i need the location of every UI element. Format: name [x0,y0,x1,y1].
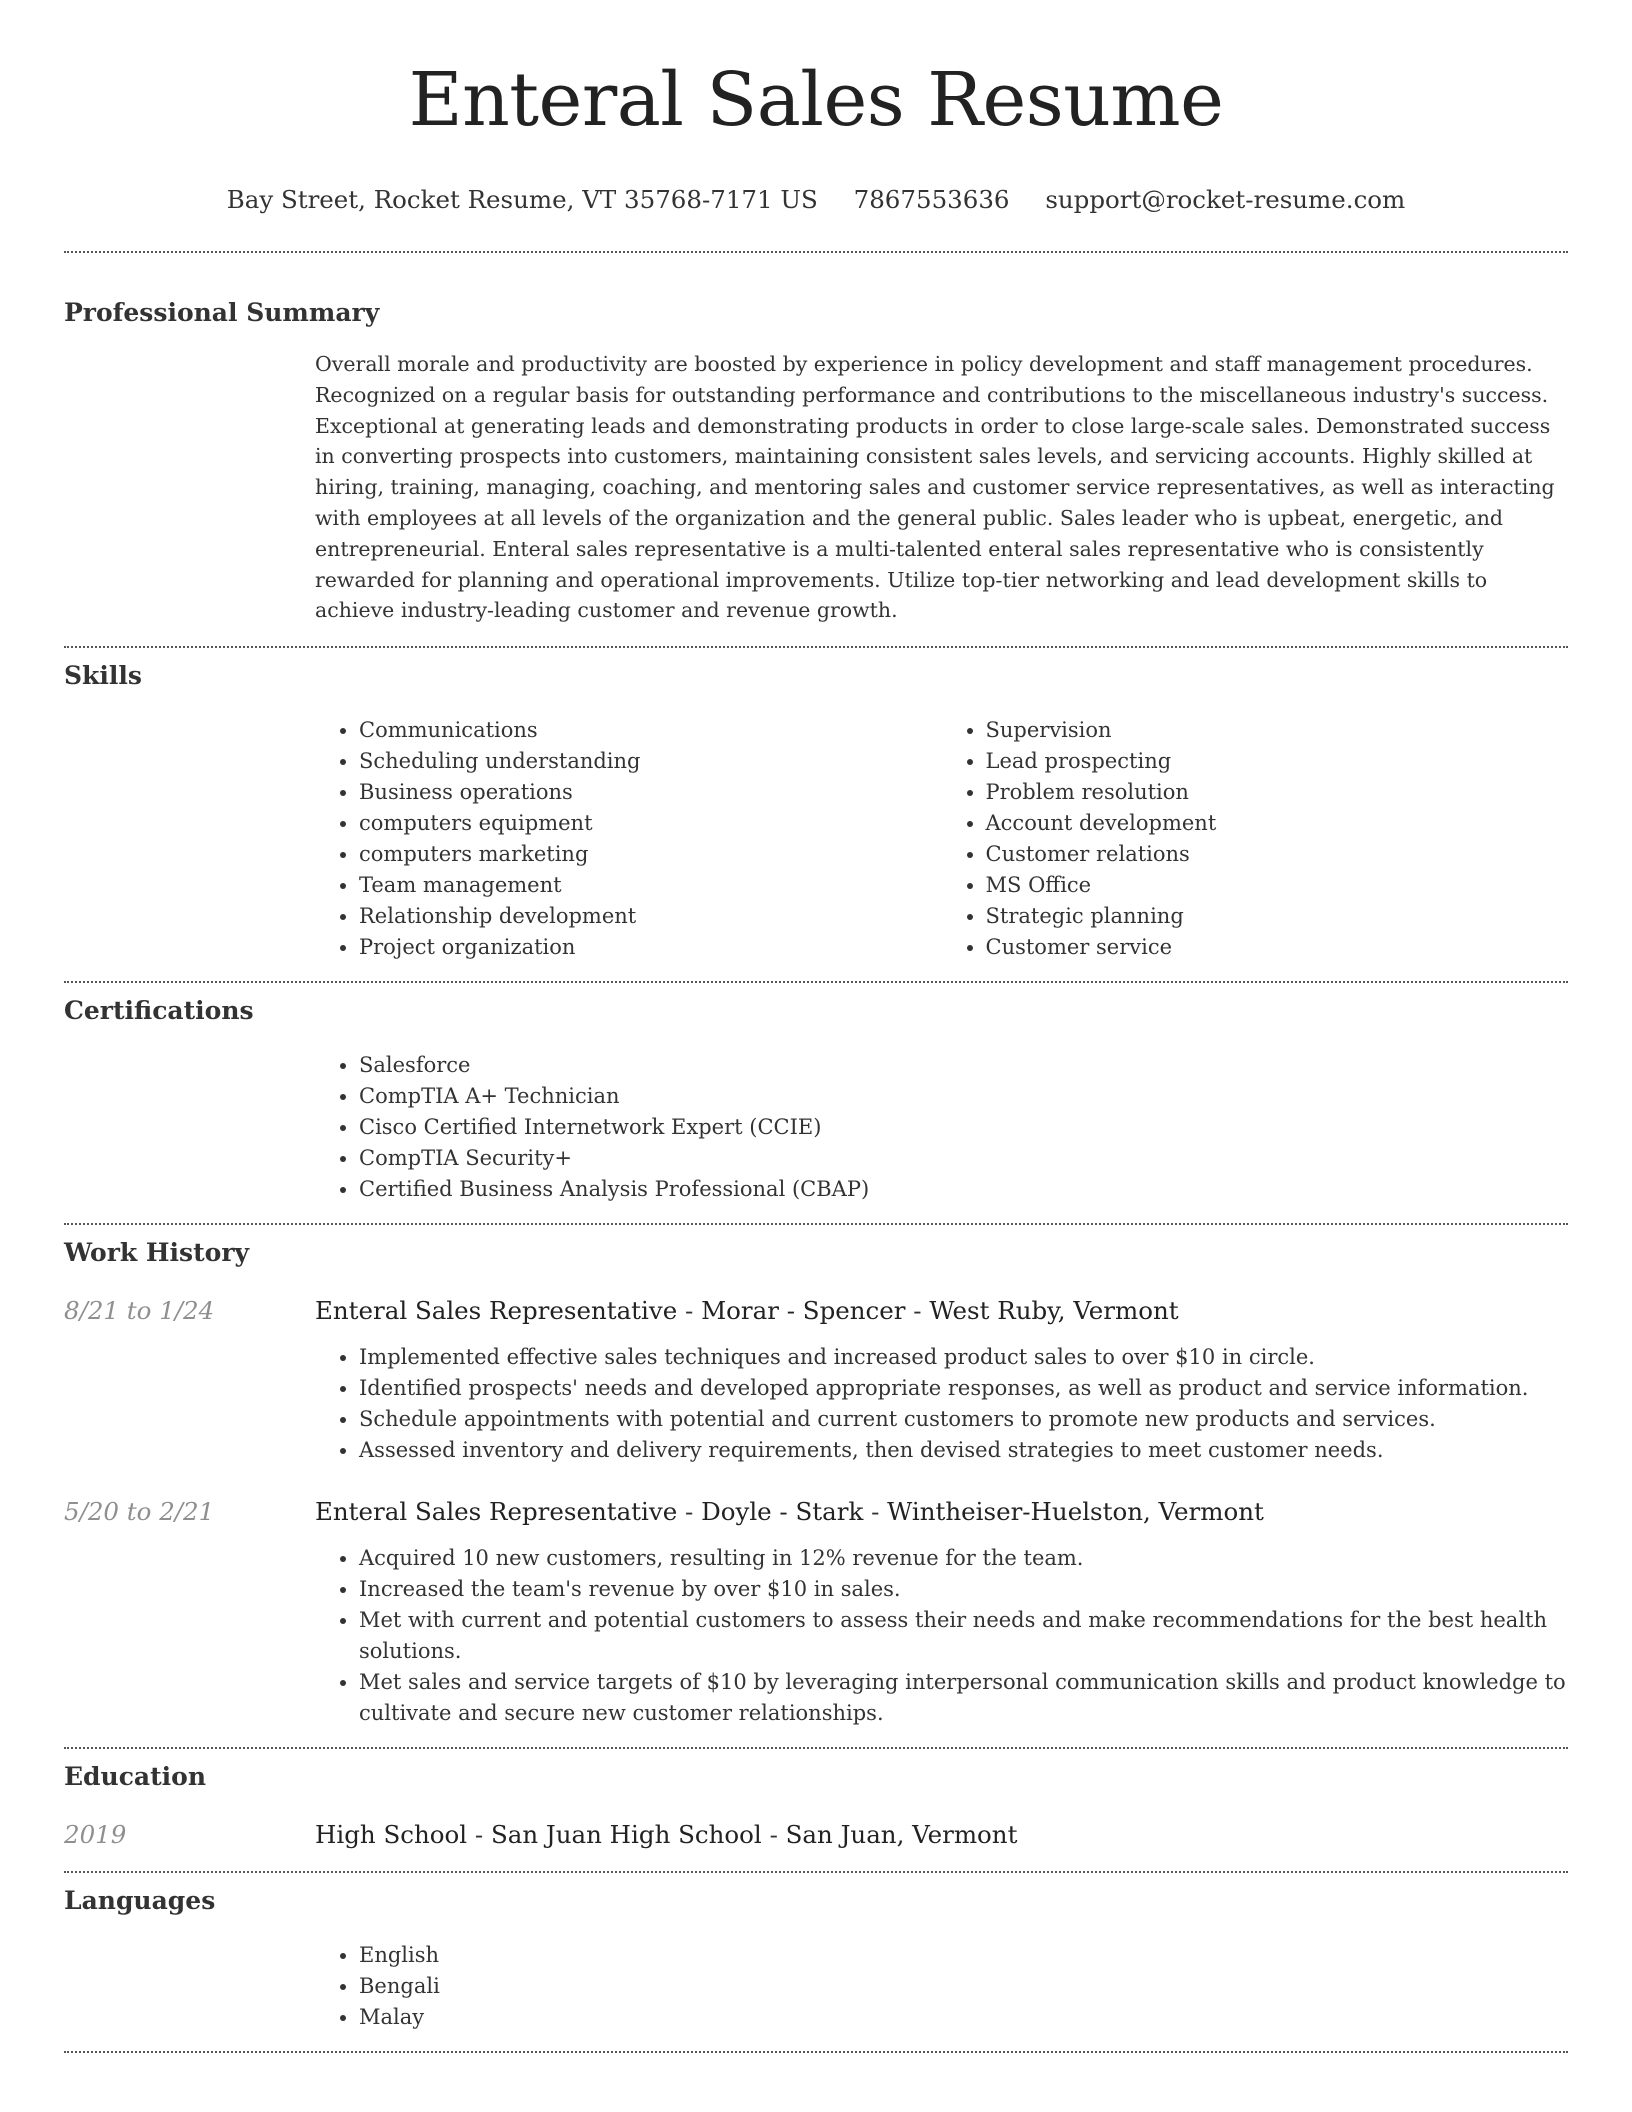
language-item: • Bengali [359,1971,1568,2002]
job-bullet: • Assessed inventory and delivery requirements, then devised strategies to meet customer needs. [359,1435,1568,1466]
certification-item: • CompTIA Security+ [359,1143,1568,1174]
education-degree: High School [315,1820,468,1850]
skill-item: • Business operations [359,777,942,808]
education-heading: High School - San Juan High School - San Juan, Vermont [315,1820,1018,1850]
skill-item: • Problem resolution [986,777,1569,808]
contact-phone: 7867553636 [853,185,1010,214]
job-bullets [315,1342,1568,1466]
section-title-certifications: Certifications [64,996,254,1026]
job-heading: Enteral Sales Representative - Doyle - Stark - Wintheiser-Huelston, Vermont [315,1497,1264,1527]
job-entry [64,1295,1568,1466]
section-divider [64,646,1568,648]
section-divider [64,251,1568,253]
summary-text: Overall morale and productivity are boosted by experience in policy development and staff management procedures. Recognized on a regular basis for outstanding performance and contributions to the miscellaneous industry's success. Exceptional at generating leads and demonstrating products in order to close large-scale sales. Demonstrated success in converting prospects into customers, maintaining consistent sales levels, and servicing accounts. Highly skilled at hiring, training, managing, coaching, and mentoring sales and customer service representatives, as well as interacting with employees at all levels of the organization and the general public. Sales leader who is upbeat, energetic, and entrepreneurial. Enteral sales representative is a multi-talented enteral sales representative who is consistently rewarded for planning and operational improvements. Utilize top-tier networking and lead development skills to achieve industry-leading customer and revenue growth. [315,352,1555,623]
job-bullet: • Identified prospects' needs and developed appropriate responses, as well as product and service information. [359,1373,1568,1404]
skill-item: • Customer service [986,932,1569,963]
job-bullet: • Acquired 10 new customers, resulting in 12% revenue for the team. [359,1543,1568,1574]
skills-list-right [942,715,1569,963]
skills-section [64,660,1568,963]
certification-item: • CompTIA A+ Technician [359,1081,1568,1112]
job-location: Wintheiser-Huelston, Vermont [887,1497,1264,1527]
job-location: West Ruby, Vermont [929,1296,1179,1326]
skill-item: • MS Office [986,870,1569,901]
skill-item: • Relationship development [359,901,942,932]
language-item: • Malay [359,2002,1568,2033]
certifications-list [315,1050,1568,1205]
job-bullets [315,1543,1568,1729]
skills-grid [315,715,1568,963]
section-divider [64,1747,1568,1749]
education-section [64,1761,1568,1851]
section-divider [64,1871,1568,1873]
job-bullet: • Schedule appointments with potential and current customers to promote new products and services. [359,1404,1568,1435]
job-company: Morar - Spencer [701,1296,906,1326]
skills-list-left [315,715,942,963]
job-bullet: • Met with current and potential customers to assess their needs and make recommendations for the best health solutions. [359,1605,1568,1667]
skill-item: • Project organization [359,932,942,963]
job-dates: 5/20 to 2/21 [64,1497,215,1527]
certifications-section [64,995,1568,1205]
section-divider [64,1223,1568,1225]
section-title-skills: Skills [64,661,142,691]
skill-item: • Scheduling understanding [359,746,942,777]
resume-title: Enteral Sales Resume [408,57,1224,143]
skill-item: • Account development [986,808,1569,839]
certification-item: • Certified Business Analysis Professional (CBAP) [359,1174,1568,1205]
summary-section [64,297,1568,626]
skill-item: • Strategic planning [986,901,1569,932]
job-entry [64,1496,1568,1729]
work-history-section [64,1237,1568,1729]
section-title-languages: Languages [64,1886,216,1916]
job-role: Enteral Sales Representative [315,1497,678,1527]
skill-item: • Supervision [986,715,1569,746]
job-bullet: • Met sales and service targets of $10 by leveraging interpersonal communication skills and product knowledge to cultivate and secure new customer relationships. [359,1667,1568,1729]
contact-email[interactable]: support@rocket-resume.com [1045,185,1406,214]
job-bullet: • Implemented effective sales techniques and increased product sales to over $10 in circle. [359,1342,1568,1373]
section-title-summary: Professional Summary [64,298,380,327]
skill-item: • computers marketing [359,839,942,870]
skill-item: • Customer relations [986,839,1569,870]
job-role: Enteral Sales Representative [315,1296,678,1326]
languages-list [315,1940,1568,2033]
skill-item: • Communications [359,715,942,746]
certification-item: • Salesforce [359,1050,1568,1081]
education-date: 2019 [64,1820,127,1850]
education-location: San Juan, Vermont [785,1820,1018,1850]
skill-item: • computers equipment [359,808,942,839]
education-school: San Juan High School [490,1820,762,1850]
skill-item: • Team management [359,870,942,901]
section-title-education: Education [64,1762,207,1792]
education-entry [64,1819,1568,1851]
language-item: • English [359,1940,1568,1971]
languages-section [64,1885,1568,2033]
section-divider [64,981,1568,983]
section-title-work-history: Work History [64,1238,250,1268]
certification-item: • Cisco Certified Internetwork Expert (CCIE) [359,1112,1568,1143]
job-company: Doyle - Stark [701,1497,864,1527]
contact-line [64,184,1568,216]
job-dates: 8/21 to 1/24 [64,1296,215,1326]
job-heading: Enteral Sales Representative - Morar - Spencer - West Ruby, Vermont [315,1296,1179,1326]
section-divider [64,2051,1568,2053]
contact-address: Bay Street, Rocket Resume, VT 35768-7171 US [226,185,818,214]
skill-item: • Lead prospecting [986,746,1569,777]
job-bullet: • Increased the team's revenue by over $10 in sales. [359,1574,1568,1605]
